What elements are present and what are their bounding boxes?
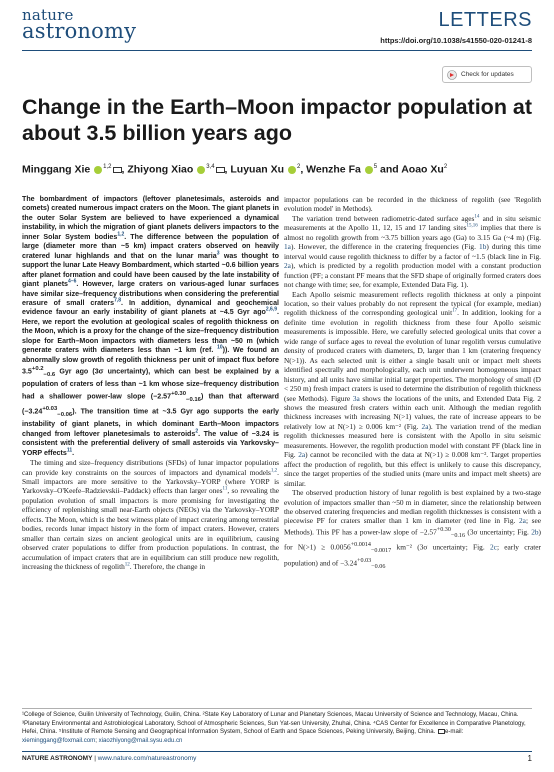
check-updates-label: Check for updates <box>461 71 514 78</box>
author-name[interactable]: Minggang Xie <box>22 163 91 176</box>
doi-link[interactable]: https://doi.org/10.1038/s41550-020-01241-8 <box>380 36 532 45</box>
article-title: Change in the Earth–Moon impactor population at about 3.5 billion years ago <box>22 95 533 145</box>
body-paragraph: The observed production history of lunar regolith is best explained by a two-stage evolution of impactors smaller than ~50 m in diameter, since the relationship between the observed cratering frequencies and median regolith thicknesses is consistent with a piecewise PF for craters smaller than 1 km in diameter (red line in Fig. 2a; see Methods). This PF has a power-law slope of $-2.57^{+0.30}_{-0.16}$ (3σ uncertainty; Fig. 2b) for $N(>1) \ge 0.0056^{+0.0014}_{-0.0017}$ km⁻² (3σ uncertainty; Fig. 2c; early crater population) and of $-3.24^{+0.03}_{-0.06}$ <box>284 488 541 570</box>
abstract: The bombardment of impactors (leftover planetesimals, asteroids and comets) created numerous impact craters on the Moon. The giant planets in the outer Solar System are believed to have experienced a dynamical instability, in which the migration of giant planets delivers impactors to the inner Solar System bodies$^{1,2}$. The difference between the population of large (diameter more than ~5 km) impact craters observed on heavily cratered lunar highlands and that on the lunar maria$^3$ was thought to support the lunar Late Heavy Bombardment, which started ~0.6 billion years after planet formation and could have been caused by the late instability of giant planets$^{4-6}$. However, large craters on various-aged lunar surfaces have similar size–frequency distributions when considering the preferential erasure of small craters$^{7,8}$. In addition, dynamical and geochemical evidence favour an early instability of giant planets at ~4.5 Gyr ago$^{2,6,9}$. Here, we report the evolution at geological scales of regolith thickness on the Moon, which is a proxy for the change of the size–frequency distribution slope for Earth–Moon impactors with diameters less than ~50 m (which generate craters with diameters less than ~1 km (ref. $^{10}$)). We found an abnormally slow growth of regolith thickness per unit of impact flux before $3.5^{+0.2}_{-0.6}$ Gyr ago (3σ uncertainty), which can best be explained by a population of craters of less than ~1 km whose size–frequency distribution had a shallower power-law slope $(-2.57^{+0.30}_{-0.16})$ than that afterward $(-3.24^{+0.03}_{-0.06})$. The transition time at ~3.5 Gyr ago supports the early instability of giant planets, in which dominant Earth–Moon impactors changed from leftover planetesimals to asteroids$^2$. The value of −3.24 is consistent with the preferential delivery of small asteroids via Yarkovsky–YORP effects$^{11}$. <box>22 195 280 457</box>
author-name[interactable]: Zhiyong Xiao <box>127 163 194 176</box>
email-link[interactable]: xiaozhiyong@mail.sysu.edu.cn <box>98 736 183 744</box>
author-name[interactable]: Luyuan Xu <box>230 163 285 176</box>
email-icon <box>438 729 445 734</box>
header-divider <box>22 50 532 51</box>
section-label: LETTERS <box>438 9 532 31</box>
logo-line-1: nature <box>22 6 74 24</box>
author-name[interactable]: Wenzhe Fa <box>306 163 361 176</box>
right-column <box>284 195 541 572</box>
affiliations-text: ¹College of Science, Guilin University of Technology, Guilin, China. ²State Key Laboratory of Lunar and Planetary Sciences, Macau University of Science and Technology, Macau, China. ³Planetary Environmental and Astrobiological Laboratory, School of Atmospheric Sciences, Sun Yat-sen University, Zhuhai, China. ⁴CAS Center for Excellence in Comparative Planetology, Hefei, China. ⁵Institute of Remote Sensing and Geographical Information System, School of Earth and Space Sciences, Peking University, Beijing, China. <box>22 711 526 736</box>
author-affiliation: 5 <box>373 164 378 170</box>
author-list: Minggang Xie $^{1,2}$ , Zhiyong Xiao $^{3,4}$ , Luyuan Xu $^2$, Wenzhe Fa $^5$ and Aoao Xu$^2$ <box>22 163 448 176</box>
email-link[interactable]: xieminggang@foxmail.com <box>22 736 96 744</box>
body-paragraph: impactor populations can be recorded in the thickness of regolith (see 'Regolith evolution model' in Methods). <box>284 195 541 214</box>
author-affiliation: 2 <box>443 164 448 170</box>
orcid-icon[interactable] <box>94 166 102 174</box>
email-icon[interactable] <box>216 167 225 173</box>
check-updates-icon <box>447 70 457 80</box>
author-affiliation: 1,2 <box>103 164 112 170</box>
body-paragraph: Each Apollo seismic measurement reflects regolith thickness at only a pinpoint location, so their values probably do not represent the typical (for example, median) regolith thickness of the corresponding geological unit$^{17}$. In addition, looking for a definite time evolution in regolith thickness from these four Apollo seismic measurements is impossible. Here, we carefully selected geological units that cover a wide range of surface ages to reveal the evolution of lunar regolith versus cumulative density of produced craters with diameters, D, larger than 1 km (cratering frequency N(>1)). As each selected unit is either a single basalt unit or impact melt sheets identified spectrally and morphologically, each unit underwent homogeneous impact history, and all units have similar initial target properties. The morphology of small (D < 250 m) fresh impact craters is used to determine the distribution of regolith thickness (see Methods). Figure 3a shows the locations of the units, and Extended Data Fig. 2 shows the measured fresh craters within each unit. Although the median regolith thickness increases with increasing N(>1) values, the rate of increase appears to be relatively low at N(>1) ≥ 0.006 km⁻² (Fig. 2a). The variation trend of the median regolith thicknesses measured here is consistent with the Apollo in situ seismic measurements. However, the regolith production model with constant PF (black line in Fig. 2a) cannot be reconciled with the data at N(>1) ≥ 0.008 km⁻². Target properties affect the production of regolith, but this effect is unlikely to cause this discrepancy, since the target properties of the studied units (mare units and impact melt sheets) are similar. <box>284 289 541 488</box>
affiliations-footnote: ¹College of Science, Guilin University of Technology, Guilin, China. ²State Key Laboratory of Lunar and Planetary Sciences, Macau University of Science and Technology, Macau, China. ³Planetary Environmental and Astrobiological Laboratory, School of Atmospheric Sciences, Sun Yat-sen University, Zhuhai, China. ⁴CAS Center for Excellence in Comparative Planetology, Hefei, China. ⁵Institute of Remote Sensing and Geographical Information System, School of Earth and Space Sciences, Peking University, Beijing, China. e-mail: xieminggang@foxmail.com; xiaozhiyong@mail.sysu.edu.cn <box>22 711 526 744</box>
orcid-icon[interactable] <box>288 166 296 174</box>
left-column <box>22 195 279 572</box>
footer-divider <box>22 751 532 752</box>
email-label: e-mail: <box>445 728 464 736</box>
body-paragraph: The variation trend between radiometric-dated surface ages$^{14}$ and in situ seismic measurements at the Apollo 11, 12, 15 and 17 landing sites$^{15,16}$ implies that there is almost no regolith growth from ~3.75 billion years ago (Ga) to 3.15 Ga (~4 m) (Fig. 1a). However, the difference in the cratering frequencies (Fig. 1b) during this time interval would cause regolith thickness to differ by a factor of ~1.5 (black line in Fig. 2a), which is predicted by a regolith production model with a constant production function (PF; a constant PF means that the SFD shape of originally formed craters does not change with time; see, for example, Extended Data Fig. 1). <box>284 213 541 290</box>
email-icon[interactable] <box>113 167 122 173</box>
journal-logo <box>22 8 136 42</box>
orcid-icon[interactable] <box>197 166 205 174</box>
orcid-icon[interactable] <box>365 166 373 174</box>
journal-footer: NATURE ASTRONOMY | www.nature.com/natureastronomy <box>22 755 197 762</box>
check-updates-button[interactable] <box>442 66 532 83</box>
footer-url[interactable]: www.nature.com/natureastronomy <box>97 755 197 762</box>
footnote-divider <box>22 708 532 709</box>
author-affiliation: 2 <box>296 164 301 170</box>
body-paragraph: The timing and size–frequency distributions (SFDs) of lunar impactor populations can provide key constraints on the sources of impactors and dynamical models$^{1,2}$. Small impactors are more sensitive to the Yarkovsky–YORP (where YORP is Yarkovsky–O'Keefe–Radzievskii–Paddack) effects than larger ones$^{11}$, so revealing the population evolution of small impactors is more promising for investigating the efficiency of replenishing small near-Earth objects (NEOs) via the Yarkovsky–YORP effects. The Moon, which is the best witness plate of impact cratering among terrestrial bodies, records lunar impact history in the form of impact craters. However, craters smaller than certain sizes on ancient geological units are in equilibrium, causing observed crater populations to differ from production populations. In contrast, the accumulation of impact craters that are in equilibrium can still produce new regolith, increasing the thickness of regolith$^{12}$. Therefore, the change in <box>22 458 279 572</box>
page-number: 1 <box>527 754 532 763</box>
author-name[interactable]: Aoao Xu <box>401 163 444 176</box>
author-affiliation: 3,4 <box>206 164 215 170</box>
logo-line-2: astronomy <box>22 19 137 44</box>
footer-journal: NATURE ASTRONOMY <box>22 755 93 762</box>
